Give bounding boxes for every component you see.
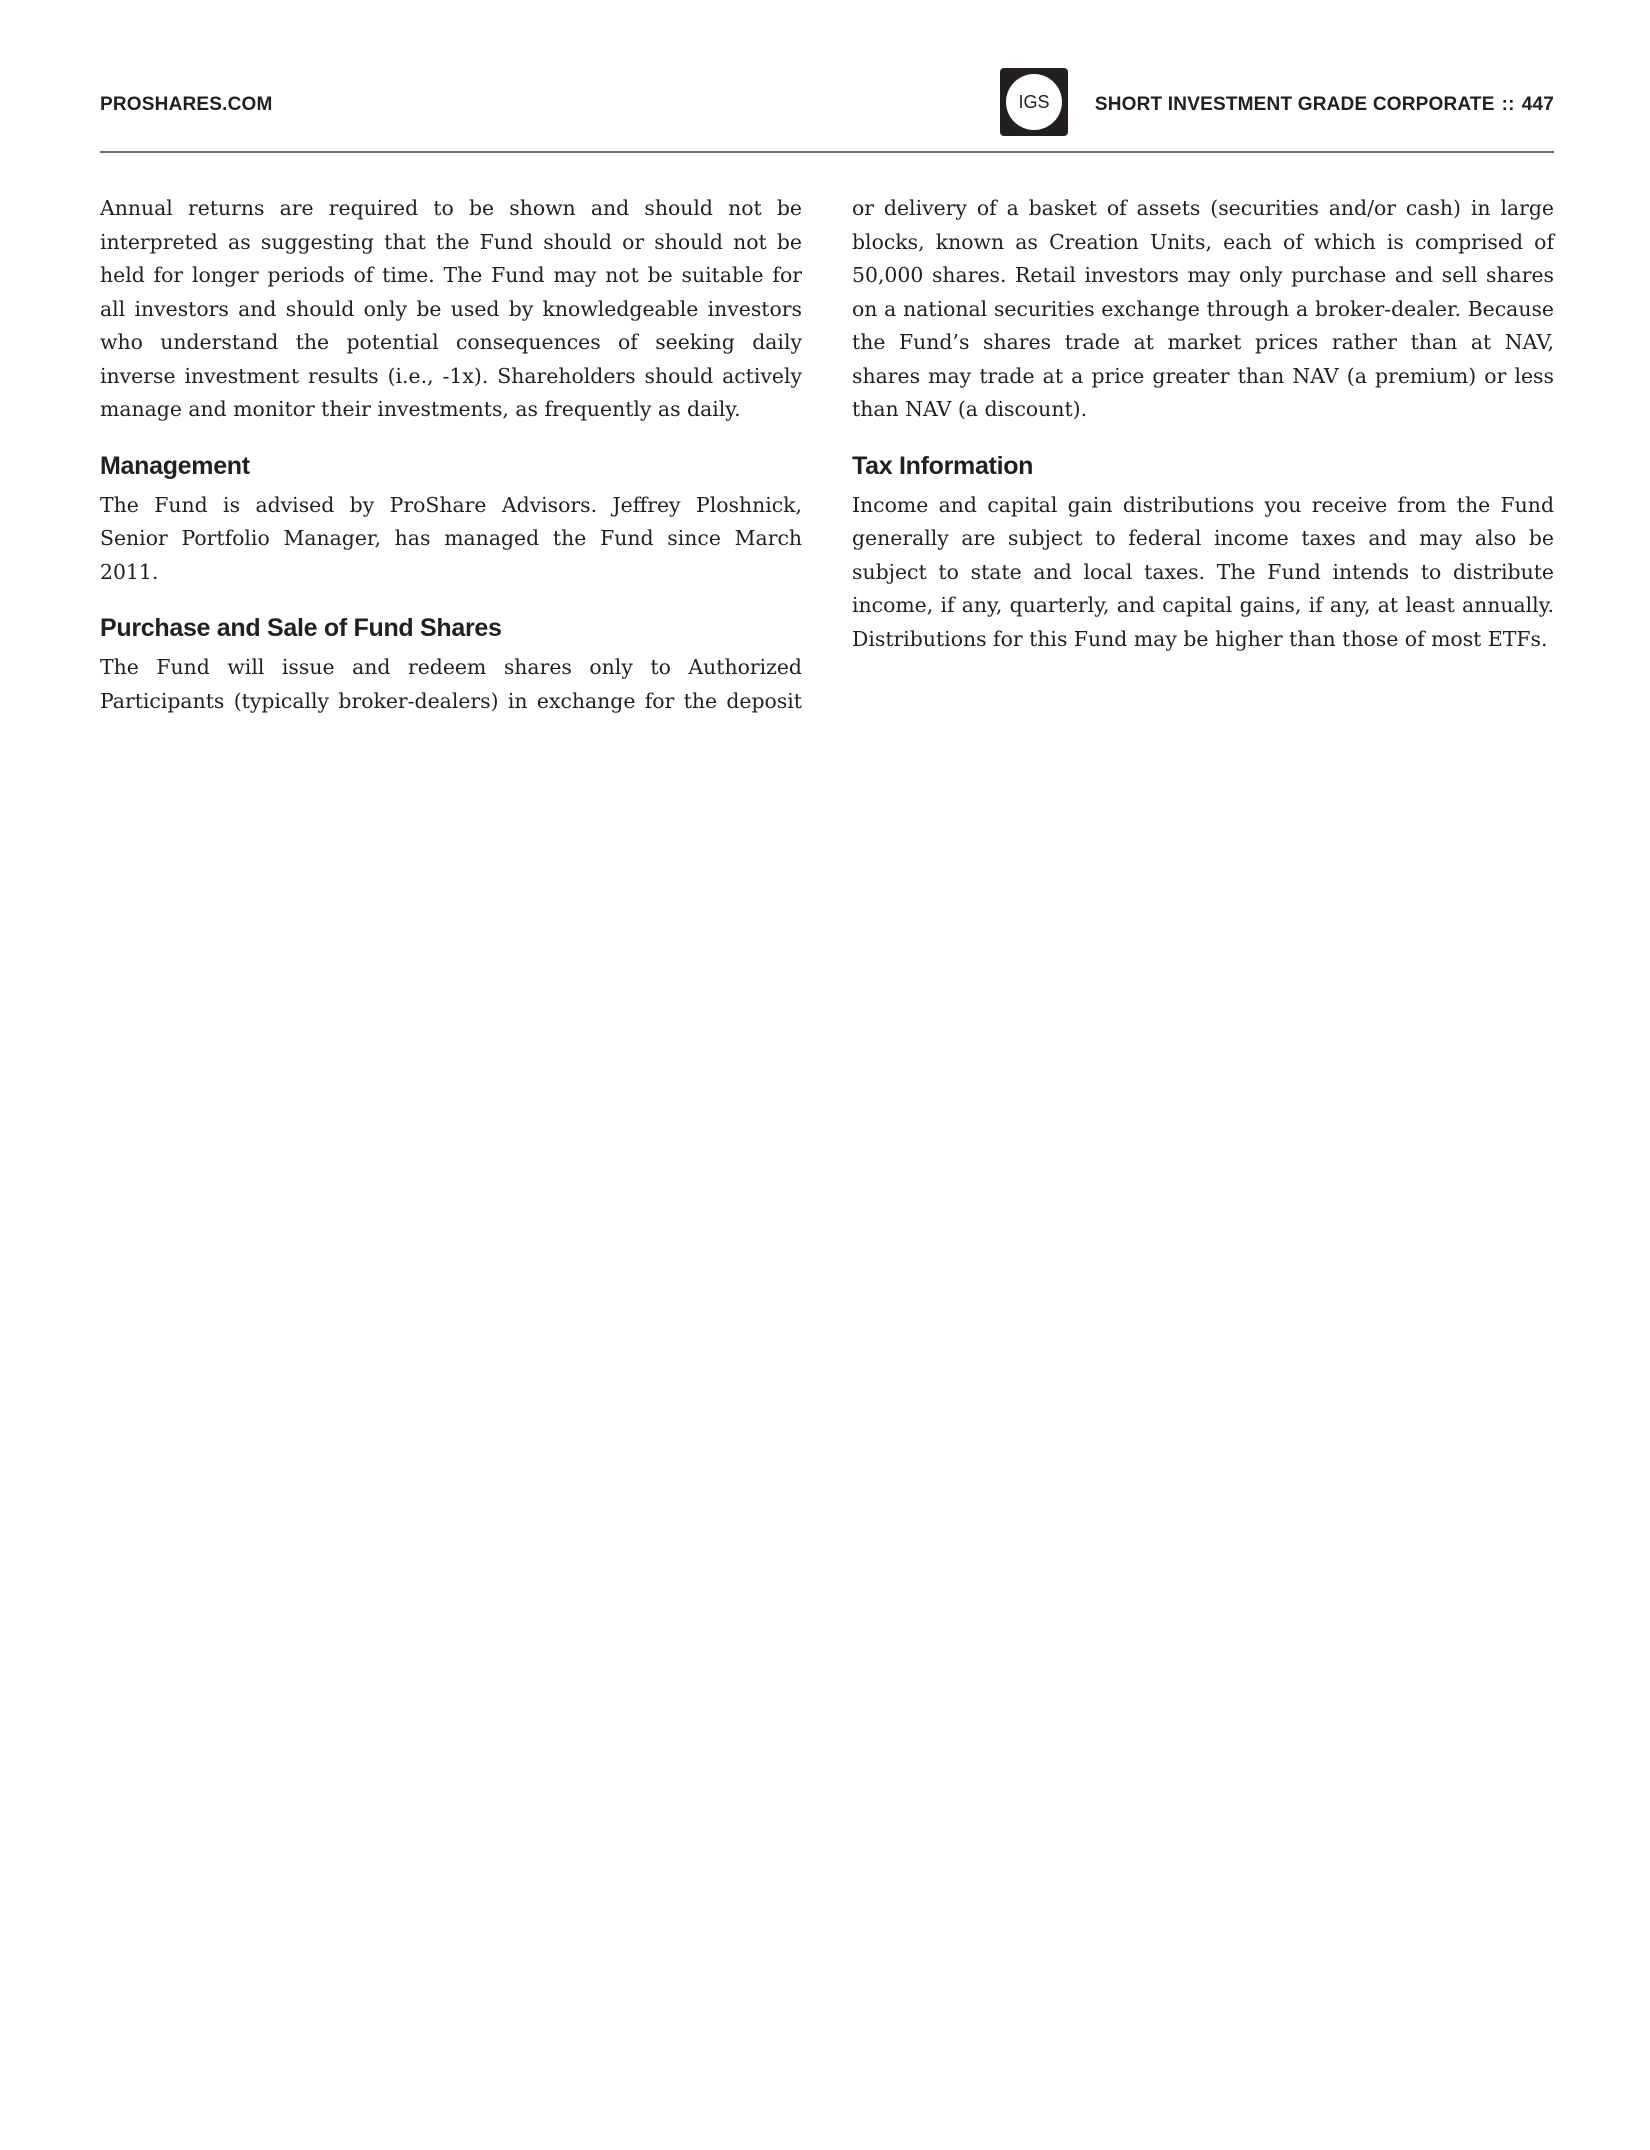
management-paragraph: The Fund is advised by ProShare Advisors. Jeffrey Ploshnick, Senior Portfolio Manager, has managed the Fund since March 2011.	[100, 492, 802, 584]
running-head	[1095, 94, 1554, 116]
ticker-badge	[1000, 68, 1068, 136]
header-separator: ::	[1501, 94, 1515, 115]
ticker-label: IGS	[1006, 74, 1062, 130]
management-heading: Management	[100, 451, 250, 480]
tax-heading: Tax Information	[852, 451, 1034, 480]
header-rule	[100, 151, 1554, 153]
intro-paragraph: Annual returns are required to be shown and should not be interpreted as suggesting that the Fund should or should not be held for longer periods of time. The Fund may not be suitable for all investors and should only be used by knowledgeable investors who understand the potential consequences of seeking daily inverse investment results (i.e., -1x). Shareholders should actively manage and monitor their investments, as frequently as daily.	[100, 196, 802, 421]
purchase-paragraph-start: The Fund will issue and redeem shares only to Authorized Participants (typically broker-dealers) in exchange for the deposit	[100, 655, 802, 713]
right-column	[852, 192, 1554, 678]
purchase-paragraph-continued: or delivery of a basket of assets (securities and/or cash) in large blocks, known as Creation Units, each of which is comprised of 50,000 shares. Retail investors may only purchase and sell shares on a national securities exchange through a broker-dealer. Because the Fund’s shares trade at market prices rather than at NAV, shares may trade at a price greater than NAV (a premium) or less than NAV (a discount).	[852, 196, 1554, 421]
page-number: 447	[1521, 94, 1554, 115]
page-header	[100, 68, 1554, 140]
purchase-heading: Purchase and Sale of Fund Shares	[100, 614, 502, 642]
tax-paragraph: Income and capital gain distributions you receive from the Fund generally are subject to federal income taxes and may also be subject to state and local taxes. The Fund intends to distribute income, if any, quarterly, and capital gains, if any, at least annually. Distributions for this Fund may be higher than those of most ETFs.	[852, 492, 1554, 651]
left-column	[100, 192, 802, 740]
site-name: PROSHARES.COM	[100, 94, 273, 115]
fund-name: SHORT INVESTMENT GRADE CORPORATE	[1094, 94, 1495, 115]
